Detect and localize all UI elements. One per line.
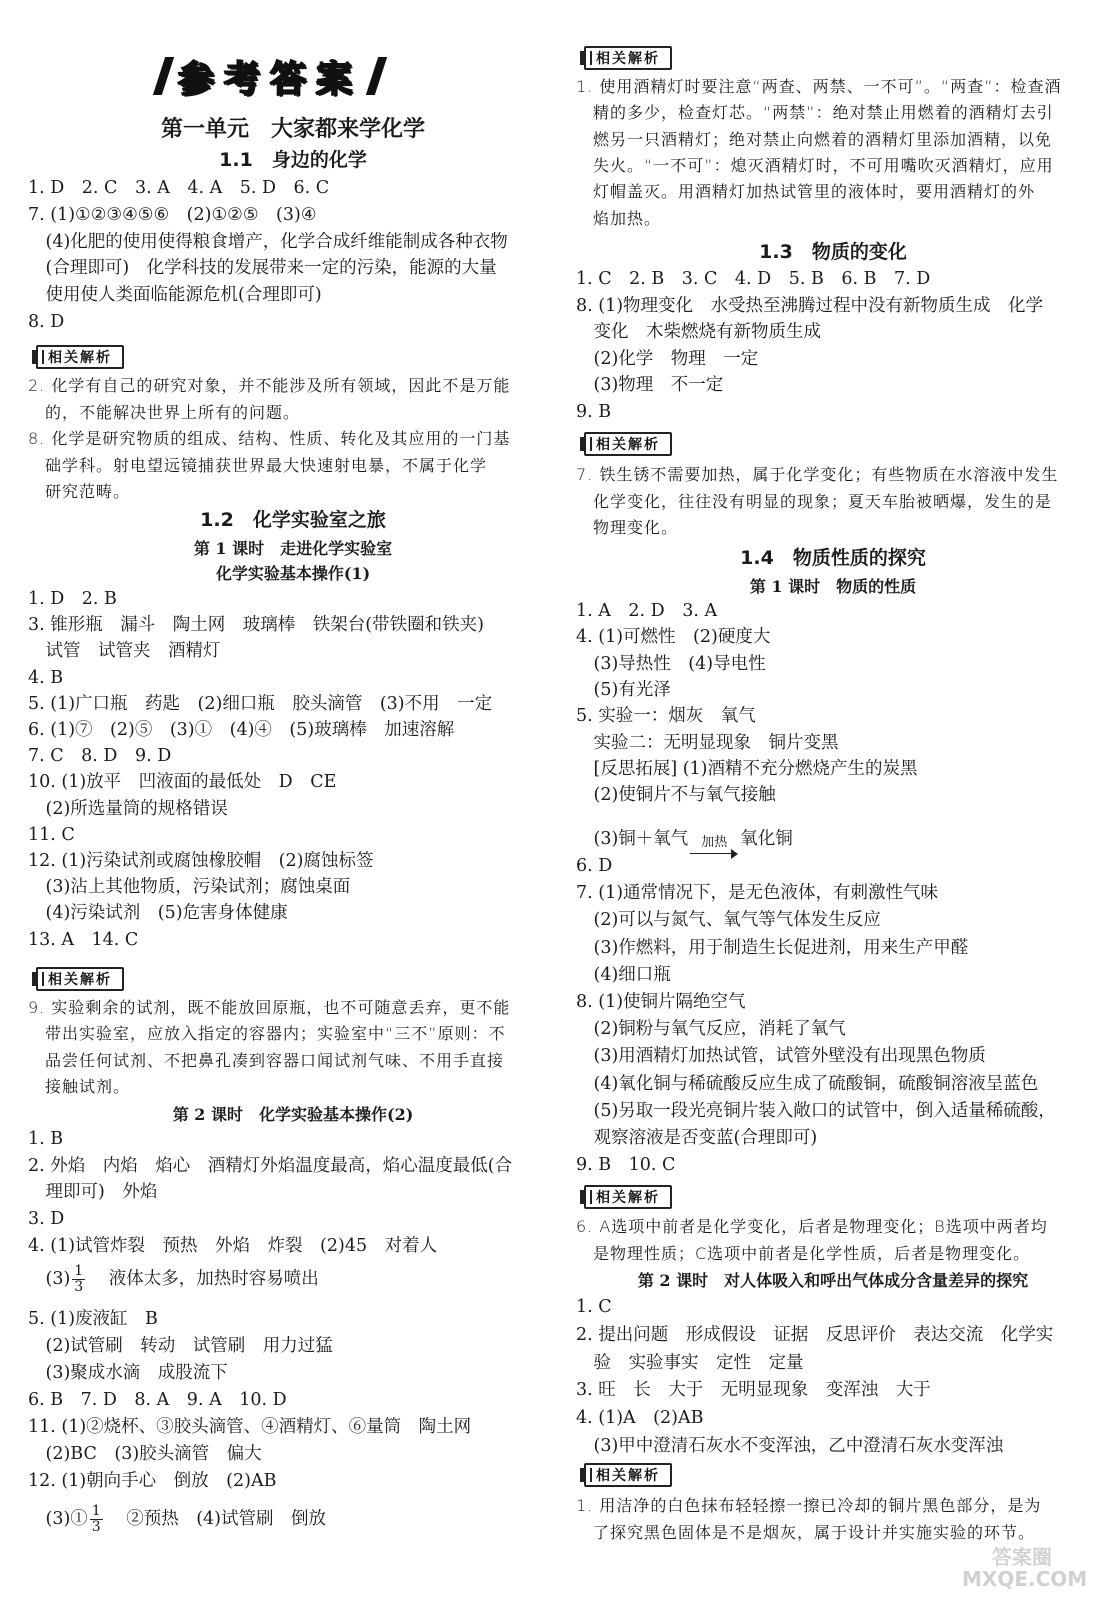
equation-product: 氧化铜 bbox=[740, 829, 793, 849]
answer-line: 12. (1)朝向手心 倒放 (2)AB bbox=[28, 1471, 277, 1491]
answer-line: 4. B bbox=[28, 667, 64, 688]
fraction-denominator: 3 bbox=[91, 1519, 101, 1535]
answer-line: [反思拓展] (1)酒精不充分燃烧产生的炭黑 bbox=[576, 758, 918, 779]
answer-line: 12. (1)污染试剂或腐蚀橡胶帽 (2)腐蚀标签 bbox=[28, 851, 374, 871]
answer-line: 5. (1)废液缸 B bbox=[28, 1309, 158, 1329]
answer-line: (5)有光泽 bbox=[576, 679, 671, 700]
answer-line: 试管 试管夹 酒精灯 bbox=[28, 641, 221, 662]
answer-text: 液体太多，加热时容易喷出 bbox=[91, 1269, 319, 1289]
related-analysis-tag: 相关解析 bbox=[584, 1185, 672, 1209]
analysis-line: 失火。“一不可”：熄灭酒精灯时，不可用嘴吹灭酒精灯，应用 bbox=[576, 155, 1054, 175]
analysis-line: 带出实验室，应放入指定的容器内；实验室中“三不”原则：不 bbox=[28, 1024, 506, 1044]
analysis-line: 是物理性质；C选项中前者是化学性质，后者是物理变化。 bbox=[576, 1244, 1031, 1263]
answer-line: 5. 实验一：烟灰 氧气 bbox=[576, 706, 756, 727]
equation-reactants: (3)铜＋氧气 bbox=[576, 829, 689, 849]
analysis-line: 的，不能解决世界上所有的问题。 bbox=[28, 402, 301, 422]
answer-line: 11. C bbox=[28, 824, 75, 845]
analysis-line: 研究范畴。 bbox=[28, 482, 131, 501]
analysis-line: 接触试剂。 bbox=[28, 1076, 131, 1096]
analysis-line: 础学科。射电望远镜捕获世界最大快速射电暴，不属于化学 bbox=[28, 455, 488, 475]
analysis-line: 物理变化。 bbox=[576, 518, 679, 537]
answer-key-banner bbox=[120, 52, 420, 100]
arrow-icon bbox=[690, 849, 738, 859]
answer-line: 3. 锥形瓶 漏斗 陶土网 玻璃棒 铁架台(带铁圈和铁夹) bbox=[28, 615, 484, 636]
analysis-line: 1. 用洁净的白色抹布轻轻擦一擦已冷却的铜片黑色部分，是为 bbox=[576, 1496, 1042, 1515]
answer-line: (2)所选量筒的规格错误 bbox=[28, 798, 228, 819]
reaction-condition: 加热 bbox=[701, 835, 728, 850]
fraction-numerator: 1 bbox=[74, 1263, 84, 1279]
lesson-title: 第 2 课时 化学实验基本操作(2) bbox=[172, 1105, 414, 1124]
answer-prefix: (3)① bbox=[28, 1509, 88, 1529]
answer-line: 11. (1)②烧杯、③胶头滴管、④酒精灯、⑥量筒 陶土网 bbox=[28, 1417, 472, 1437]
banner-slash-left bbox=[153, 57, 174, 95]
answer-line: (3)沾上其他物质，污染试剂；腐蚀桌面 bbox=[28, 877, 351, 898]
answer-line: 6. D bbox=[576, 856, 613, 876]
watermark: 答案圈 MXQE.COM bbox=[962, 1545, 1088, 1591]
answer-line: (3)导热性 (4)导电性 bbox=[576, 653, 766, 674]
answer-line: 3. D bbox=[28, 1209, 65, 1230]
related-analysis-tag: 相关解析 bbox=[36, 967, 124, 991]
analysis-line: 2. 化学有自己的研究对象，并不能涉及所有领域，因此不是万能 bbox=[28, 376, 511, 395]
answer-line: 观察溶液是否变蓝(合理即可) bbox=[576, 1128, 818, 1148]
analysis-line: 1. 使用酒精灯时要注意“两查、两禁、一不可”。“两查”：检查酒 bbox=[576, 77, 1062, 96]
answer-line: (3)作燃料，用于制造生长促进剂，用来生产甲醛 bbox=[576, 937, 969, 958]
answer-line: (2)试管刷 转动 试管刷 用力过猛 bbox=[28, 1336, 333, 1356]
analysis-line: 品尝任何试剂、不把鼻孔凑到容器口闻试剂气味、不用手直接 bbox=[28, 1050, 505, 1070]
answer-line: 6. B 7. D 8. A 9. A 10. D bbox=[28, 1390, 287, 1410]
answer-line: 1. D 2. C 3. A 4. A 5. D 6. C bbox=[28, 178, 330, 198]
analysis-line: 燃另一只酒精灯；绝对禁止向燃着的酒精灯里添加酒精，以免 bbox=[576, 129, 1053, 149]
related-analysis-tag: 相关解析 bbox=[584, 432, 672, 456]
answer-line: (4)污染试剂 (5)危害身体健康 bbox=[28, 903, 288, 924]
answer-line: 实验二：无明显现象 铜片变黑 bbox=[576, 732, 839, 753]
answer-line: 7. C 8. D 9. D bbox=[28, 746, 172, 767]
lesson-title: 第 1 课时 走进化学实验室 bbox=[193, 539, 393, 558]
answer-line: 9. B 10. C bbox=[576, 1155, 676, 1176]
answer-line: (4)氧化铜与稀硫酸反应生成了硫酸铜，硫酸铜溶液呈蓝色 bbox=[576, 1073, 1039, 1094]
analysis-line: 化学变化，往往没有明显的现象；夏天车胎被晒爆，发生的是 bbox=[576, 491, 1053, 511]
answer-line: 9. B bbox=[576, 402, 612, 422]
answer-prefix: (3) bbox=[28, 1269, 71, 1289]
fraction bbox=[90, 1504, 103, 1535]
answer-line: 1. C 2. B 3. C 4. D 5. B 6. B 7. D bbox=[576, 269, 931, 289]
answer-line: 变化 木柴燃烧有新物质生成 bbox=[576, 322, 821, 343]
related-analysis-tag: 相关解析 bbox=[584, 46, 672, 70]
answer-line: (5)另取一段光亮铜片装入敞口的试管中，倒入适量稀硫酸， bbox=[576, 1100, 1056, 1121]
fraction-numerator: 1 bbox=[91, 1503, 101, 1519]
answer-line: 1. C bbox=[576, 1297, 612, 1317]
answer-line: (3)甲中澄清石灰水不变浑浊，乙中澄清石灰水变浑浊 bbox=[576, 1436, 1004, 1456]
answer-line: (合理即可) 化学科技的发展带来一定的污染，能源的大量 bbox=[28, 258, 497, 279]
analysis-line: 了探究黑色固体是不是烟灰，属于设计并实施实验的环节。 bbox=[576, 1523, 1036, 1542]
answer-line: (4)化肥的使用使得粮食增产，化学合成纤维能制成各种衣物 bbox=[28, 231, 508, 252]
answer-line: (3)聚成水滴 成股流下 bbox=[28, 1363, 228, 1383]
answer-line: (2)铜粉与氧气反应，消耗了氧气 bbox=[576, 1019, 846, 1040]
answer-line: 8. D bbox=[28, 312, 65, 332]
analysis-line: 7. 铁生锈不需要加热，属于化学变化；有些物质在水溶液中发生 bbox=[576, 465, 1059, 484]
answer-line: 1. B bbox=[28, 1129, 64, 1149]
section-title: 1.1 身边的化学 bbox=[219, 149, 367, 171]
answer-line: (3)用酒精灯加热试管，试管外壁没有出现黑色物质 bbox=[576, 1046, 986, 1067]
analysis-line: 精的多少，检查灯芯。“两禁”：绝对禁止用燃着的酒精灯去引 bbox=[576, 103, 1054, 123]
analysis-line: 6. A选项中前者是化学变化，后者是物理变化；B选项中两者均 bbox=[576, 1217, 1048, 1236]
answer-line: 1. A 2. D 3. A bbox=[576, 601, 718, 621]
analysis-line: 9. 实验剩余的试剂，既不能放回原瓶，也不可随意丢弃，更不能 bbox=[28, 998, 511, 1017]
fraction bbox=[72, 1264, 85, 1295]
section-title: 1.4 物质性质的探究 bbox=[740, 547, 926, 569]
answer-line: 1. D 2. B bbox=[28, 589, 117, 609]
answer-line: 13. A 14. C bbox=[28, 929, 139, 950]
answer-line: 8. (1)使铜片隔绝空气 bbox=[576, 992, 746, 1012]
section-title: 1.2 化学实验室之旅 bbox=[200, 509, 386, 531]
answer-line: 8. (1)物理变化 水受热至沸腾过程中没有新物质生成 化学 bbox=[576, 295, 1044, 316]
analysis-line: 灯帽盖灭。用酒精灯加热试管里的液体时，要用酒精灯的外 bbox=[576, 182, 1036, 202]
answer-line: (4)细口瓶 bbox=[576, 964, 671, 985]
answer-line: 验 实验事实 定性 定量 bbox=[576, 1352, 804, 1373]
fraction-denominator: 3 bbox=[74, 1279, 84, 1295]
lesson-title: 第 2 课时 对人体吸入和呼出气体成分含量差异的探究 bbox=[637, 1271, 1029, 1290]
lesson-title: 第 1 课时 物质的性质 bbox=[749, 577, 917, 596]
reaction-arrow bbox=[690, 837, 738, 859]
analysis-line: 8. 化学是研究物质的组成、结构、性质、转化及其应用的一门基 bbox=[28, 429, 511, 448]
answer-line: 3. 旺 长 大于 无明显现象 变浑浊 大于 bbox=[576, 1380, 931, 1401]
page-title: 参考答案 bbox=[177, 58, 362, 100]
answer-line: (2)BC (3)胶头滴管 偏大 bbox=[28, 1444, 262, 1464]
answer-line-fraction bbox=[28, 1504, 326, 1535]
answer-line-fraction bbox=[28, 1264, 319, 1295]
answer-line: 理即可) 外焰 bbox=[28, 1182, 158, 1203]
answer-line: 6. (1)⑦ (2)⑤ (3)① (4)④ (5)玻璃棒 加速溶解 bbox=[28, 720, 455, 740]
answer-line: 使用使人类面临能源危机(合理即可) bbox=[28, 285, 322, 306]
answer-line: (2)化学 物理 一定 bbox=[576, 348, 759, 369]
answer-line: 7. (1)①②③④⑤⑥ (2)①②⑤ (3)④ bbox=[28, 204, 317, 225]
answer-line: 7. (1)通常情况下，是无色液体，有刺激性气味 bbox=[576, 883, 939, 904]
answer-line: 4. (1)试管炸裂 预热 外焰 炸裂 (2)45 对着人 bbox=[28, 1235, 438, 1256]
analysis-line: 焰加热。 bbox=[576, 208, 662, 228]
answer-line: 5. (1)广口瓶 药匙 (2)细口瓶 胶头滴管 (3)不用 一定 bbox=[28, 693, 493, 714]
answer-line: 2. 外焰 内焰 焰心 酒精灯外焰温度最高，焰心温度最低(合 bbox=[28, 1155, 513, 1176]
related-analysis-tag: 相关解析 bbox=[36, 345, 124, 369]
section-title: 1.3 物质的变化 bbox=[759, 241, 907, 263]
related-analysis-tag: 相关解析 bbox=[584, 1463, 672, 1487]
lesson-subtitle: 化学实验基本操作(1) bbox=[215, 564, 371, 583]
answer-line: (3)物理 不一定 bbox=[576, 375, 724, 396]
answer-text: ②预热 (4)试管刷 倒放 bbox=[108, 1509, 327, 1529]
unit-title: 第一单元 大家都来学化学 bbox=[160, 117, 425, 142]
answer-line: (2)使铜片不与氧气接触 bbox=[576, 785, 776, 806]
answer-line: (2)可以与氮气、氧气等气体发生反应 bbox=[576, 910, 881, 931]
answer-line: 4. (1)A (2)AB bbox=[576, 1408, 704, 1429]
answer-line: 4. (1)可燃性 (2)硬度大 bbox=[576, 627, 771, 648]
banner-slash-right bbox=[366, 57, 387, 95]
answer-line: 10. (1)放平 凹液面的最低处 D CE bbox=[28, 772, 337, 793]
answer-line: 2. 提出问题 形成假设 证据 反思评价 表达交流 化学实 bbox=[576, 1324, 1054, 1345]
